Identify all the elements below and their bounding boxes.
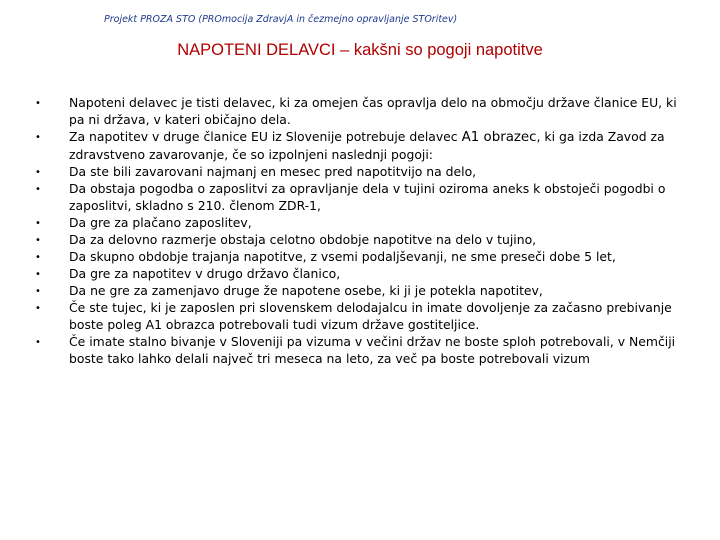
bullet-text: Če ste tujec, ki je zaposlen pri slovenskem delodajalcu in imate dovoljenje za začasno prebivanje boste poleg A1 obrazca potrebovali tudi vizum države gostiteljice. (69, 300, 672, 332)
bullet-text: Da gre za napotitev v drugo državo članico, (69, 266, 341, 281)
bullet-dot: • (35, 337, 41, 348)
project-name: PROZA STO (PROmocija ZdravjA in čezmejno opravljanje STOritev) (140, 14, 458, 25)
bullet-list (36, 94, 686, 367)
bullet-dot: • (35, 235, 41, 246)
bullet-item (36, 180, 686, 214)
bullet-dot: • (35, 303, 41, 314)
bullet-dot: • (35, 184, 41, 195)
bullet-text: Da ne gre za zamenjavo druge že napotene osebe, ki ji je potekla napotitev, (69, 283, 543, 298)
bullet-text: Če imate stalno bivanje v Sloveniji pa vizuma v večini držav ne boste sploh potrebovali, v Nemčiji boste tako lahko delali največ tri meseca na leto, za več pa boste potrebovali vizum (69, 334, 676, 366)
project-header (104, 14, 457, 25)
bullet-item (36, 94, 686, 128)
slide-title: NAPOTENI DELAVCI – kakšni so pogoji napotitve (177, 41, 543, 59)
bullet-dot: • (35, 286, 41, 297)
bullet-item (36, 128, 686, 163)
project-label: Projekt (104, 14, 138, 25)
bullet-text: Da za delovno razmerje obstaja celotno obdobje napotitve na delo v tujino, (69, 232, 537, 247)
bullet-dot: • (35, 269, 41, 280)
bullet-text: Napoteni delavec je tisti delavec, ki za omejen čas opravlja delo na območju države članice EU, ki pa ni država, v kateri običajno dela. (69, 95, 677, 127)
bullet-text: Da skupno obdobje trajanja napotitve, z vsemi podaljševanji, ne sme preseči dobe 5 let, (69, 249, 616, 264)
bullet-text: Da ste bili zavarovani najmanj en mesec pred napotitvijo na delo, (69, 164, 477, 179)
bullet-text-before: Za napotitev v druge članice EU iz Slovenije potrebuje delavec (69, 129, 462, 144)
bullet-item (36, 333, 686, 367)
bullet-text: Da obstaja pogodba o zaposlitvi za opravljanje dela v tujini oziroma aneks k obstoječi pogodbi o zaposlitvi, skladno s 210. členom ZDR-1, (69, 181, 666, 213)
bullet-item (36, 299, 686, 333)
bullet-dot: • (35, 167, 41, 178)
bullet-item (36, 282, 686, 299)
bullet-dot: • (35, 98, 41, 109)
bullet-dot: • (35, 132, 41, 143)
bullet-dot: • (35, 252, 41, 263)
bullet-item (36, 265, 686, 282)
bullet-text-bold: A1 obrazec (461, 130, 537, 145)
bullet-item (36, 231, 686, 248)
bullet-item (36, 163, 686, 180)
bullet-item (36, 248, 686, 265)
bullet-dot: • (35, 218, 41, 229)
bullet-item (36, 214, 686, 231)
bullet-text-after: , ki ga izda Zavod za zdravstveno zavarovanje, če so izpolnjeni naslednji pogoji: (69, 129, 665, 162)
bullet-text: Da gre za plačano zaposlitev, (69, 215, 252, 230)
